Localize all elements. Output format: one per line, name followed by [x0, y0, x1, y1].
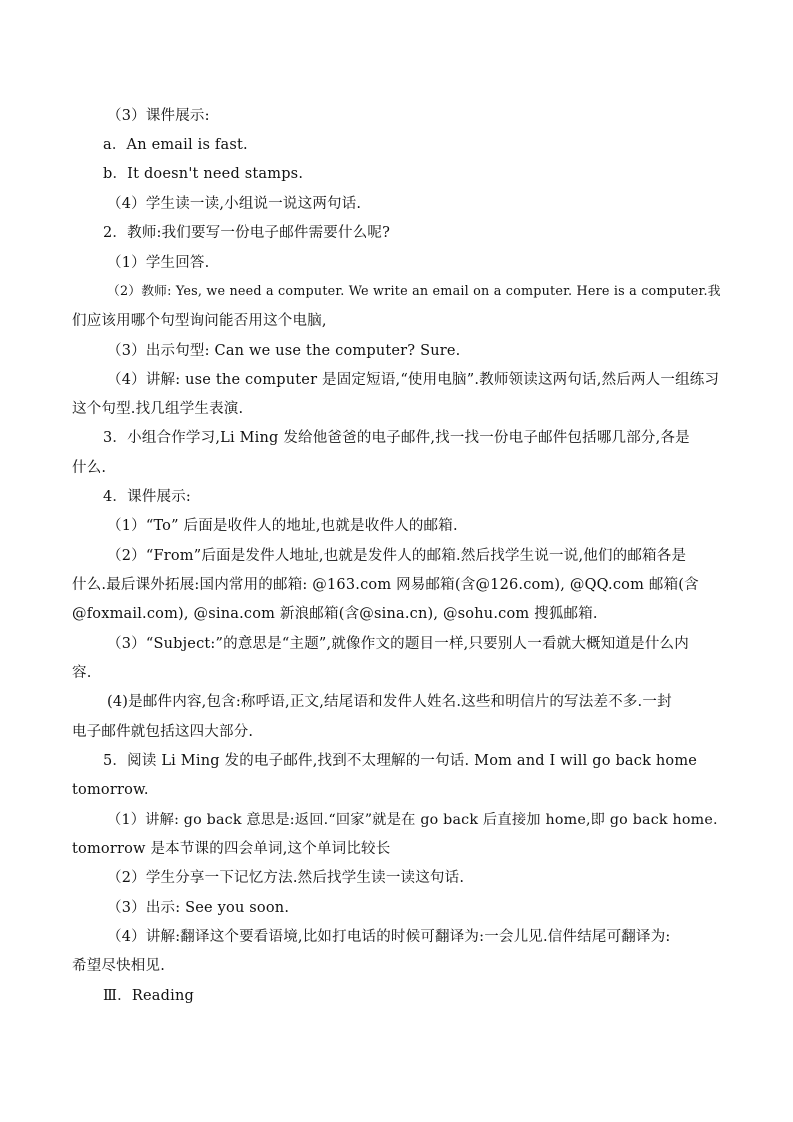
text-line: 2．教师:我们要写一份电子邮件需要什么呢?	[103, 225, 391, 241]
text-line: 3．小组合作学习,Li Ming 发给他爸爸的电子邮件,找一找一份电子邮件包括哪几部分,各是	[103, 430, 690, 446]
text-line: （3）出示句型: Can we use the computer? Sure.	[107, 343, 461, 359]
text-line: 电子邮件就包括这四大部分.	[72, 724, 254, 740]
text-line: 们应该用哪个句型询问能否用这个电脑,	[72, 313, 327, 329]
text-line: （1）学生回答.	[107, 255, 210, 271]
text-line: b．It doesn't need stamps.	[103, 166, 304, 182]
text-line: tomorrow.	[72, 782, 149, 798]
text-line: （2）学生分享一下记忆方法.然后找学生读一读这句话.	[107, 870, 465, 886]
text-line: （4）讲解:翻译这个要看语境,比如打电话的时候可翻译为:一会儿见.信件结尾可翻译为:	[107, 929, 671, 945]
text-line: 这个句型.找几组学生表演.	[72, 401, 244, 417]
text-line: 希望尽快相见.	[72, 958, 166, 974]
text-line: （2）教师: Yes, we need a computer. We write an email on a computer. Here is a computer.我	[107, 284, 721, 299]
text-line: （1）“To” 后面是收件人的地址,也就是收件人的邮箱.	[107, 518, 458, 534]
text-line: 4．课件展示:	[103, 489, 192, 505]
text-line: （1）讲解: go back 意思是:返回.“回家”就是在 go back 后直接加 home,即 go back home.	[107, 812, 718, 828]
text-line: a．An email is fast.	[103, 137, 248, 153]
section-heading: Ⅲ．Reading	[103, 988, 194, 1004]
text-line: （3）出示: See you soon.	[107, 900, 290, 916]
text-line: （2）“From”后面是发件人地址,也就是发件人的邮箱.然后找学生说一说,他们的邮箱各是	[107, 548, 687, 564]
text-line: 什么.最后课外拓展:国内常用的邮箱: @163.com 网易邮箱(含@126.com), @QQ.com 邮箱(含	[72, 577, 699, 593]
text-line: （4）讲解: use the computer 是固定短语,“使用电脑”.教师领读这两句话,然后两人一组练习	[107, 372, 720, 388]
text-line: 5．阅读 Li Ming 发的电子邮件,找到不太理解的一句话. Mom and I will go back home	[103, 753, 698, 769]
text-line: (4)是邮件内容,包含:称呼语,正文,结尾语和发件人姓名.这些和明信片的写法差不多.一封	[107, 694, 672, 710]
text-line: （3）“Subject:”的意思是“主题”,就像作文的题目一样,只要别人一看就大概知道是什么内	[107, 636, 689, 652]
text-line: @foxmail.com), @sina.com 新浪邮箱(含@sina.cn), @sohu.com 搜狐邮箱.	[72, 606, 598, 622]
text-line: 容.	[72, 665, 92, 681]
text-line: tomorrow 是本节课的四会单词,这个单词比较长	[72, 841, 391, 857]
text-line: （4）学生读一读,小组说一说这两句话.	[107, 196, 362, 212]
text-line: （3）课件展示:	[107, 108, 210, 124]
text-line: 什么.	[72, 460, 107, 476]
